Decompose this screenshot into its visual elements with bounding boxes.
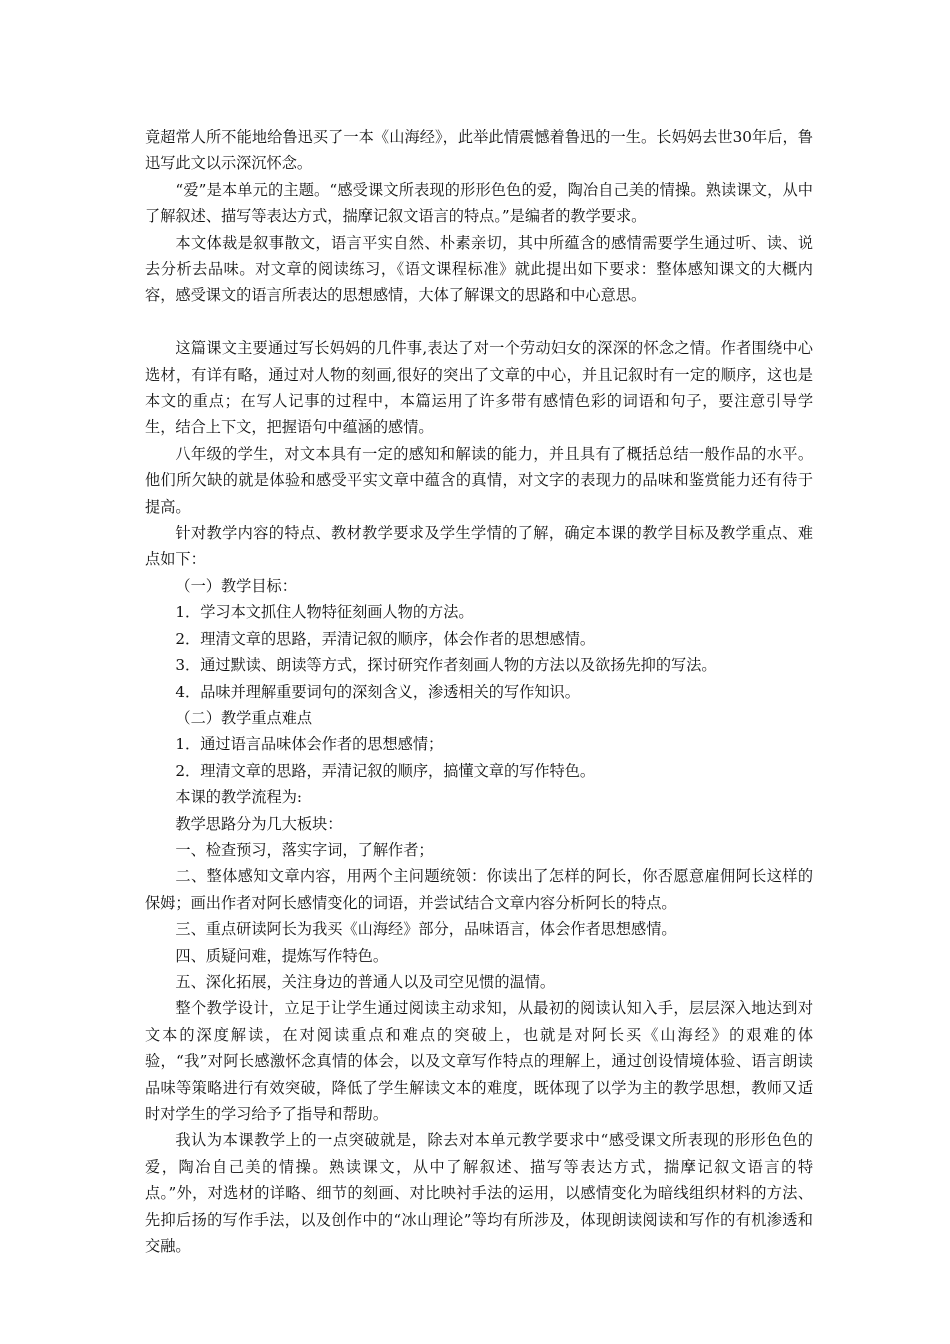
paragraph: 八年级的学生，对文本具有一定的感知和解读的能力，并且具有了概括总结一般作品的水平。他们所欠缺的就是体验和感受平实文章中蕴含的真情，对文字的表现力的品味和鉴赏能力还有待于提高。 — [145, 444, 813, 516]
list-item: 4．品味并理解重要词句的深刻含义，渗透相关的写作知识。 — [175, 682, 580, 701]
paragraph: 教学思路分为几大板块： — [175, 814, 343, 833]
list-item: 四、质疑问难，提炼写作特色。 — [175, 946, 389, 965]
list-item: 二、整体感知文章内容，用两个主问题统领：你读出了怎样的阿长，你否愿意雇佣阿长这样的保姆；画出作者对阿长感情变化的词语，并尝试结合文章内容分析阿长的特点。 — [145, 867, 813, 912]
list-item: 一、检查预习，落实字词，了解作者； — [175, 840, 434, 859]
section-heading: （一）教学目标： — [175, 576, 297, 595]
paragraph: 这篇课文主要通过写长妈妈的几件事,表达了对一个劳动妇女的深深的怀念之情。作者围绕中心选材，有详有略，通过对人物的刻画,很好的突出了文章的中心，并且记叙时有一定的顺序，这也是本文的重点；在写人记事的过程中，本篇运用了许多带有感情色彩的词语和句子，要注意引导学生，结合上下文，把握语句中蕴涵的感情。 — [145, 339, 813, 437]
list-item: 3．通过默读、朗读等方式，探讨研究作者刻画人物的方法以及欲扬先抑的写法。 — [175, 656, 717, 675]
list-item: 2．理清文章的思路，弄清记叙的顺序，体会作者的思想感情。 — [175, 629, 596, 648]
paragraph-gap — [145, 309, 813, 335]
paragraph: 本课的教学流程为: — [175, 788, 303, 807]
list-item: 五、深化拓展，关注身边的普通人以及司空见惯的温情。 — [175, 972, 556, 991]
document-body — [145, 124, 813, 1259]
paragraph: 本文体裁是叙事散文，语言平实自然、朴素亲切，其中所蕴含的感情需要学生通过听、读、说去分析去品味。对文章的阅读练习，《语文课程标准》就此提出如下要求：整体感知课文的大概内容，感受课文的语言所表达的思想感情，大体了解课文的思路和中心意思。 — [145, 233, 813, 305]
paragraph: 竟超常人所不能地给鲁迅买了一本《山海经》，此举此情震憾着鲁迅的一生。长妈妈去世30年后，鲁迅写此文以示深沉怀念。 — [145, 128, 813, 173]
paragraph: 针对教学内容的特点、教材教学要求及学生学情的了解，确定本课的教学目标及教学重点、难点如下： — [145, 524, 813, 569]
list-item: 2．理清文章的思路，弄清记叙的顺序，搞懂文章的写作特色。 — [175, 761, 596, 780]
paragraph: 整个教学设计，立足于让学生通过阅读主动求知，从最初的阅读认知入手，层层深入地达到对文本的深度解读，在对阅读重点和难点的突破上，也就是对阿长买《山海经》的艰难的体验，“我”对阿长感激怀念真情的体会，以及文章写作特点的理解上，通过创设情境体验、语言朗读品味等策略进行有效突破，降低了学生解读文本的难度，既体现了以学为主的教学思想，教师又适时对学生的学习给予了指导和帮助。 — [145, 999, 813, 1124]
list-item: 1．学习本文抓住人物特征刻画人物的方法。 — [175, 603, 474, 622]
paragraph: “爱”是本单元的主题。“感受课文所表现的形形色色的爱，陶冶自己美的情操。熟读课文，从中了解叙述、描写等表达方式，揣摩记叙文语言的特点。”是编者的教学要求。 — [145, 180, 813, 226]
list-item: 1．通过语言品味体会作者的思想感情； — [175, 735, 444, 754]
paragraph: 我认为本课教学上的一点突破就是，除去对本单元教学要求中“感受课文所表现的形形色色的爱，陶冶自己美的情操。熟读课文，从中了解叙述、描写等表达方式，揣摩记叙文语言的特点。”外，对选材的详略、细节的刻画、对比映衬手法的运用，以感情变化为暗线组织材料的方法、先抑后扬的写作手法，以及创作中的“冰山理论”等均有所涉及，体现朗读阅读和写作的有机渗透和交融。 — [145, 1131, 813, 1256]
section-heading: （二）教学重点难点 — [175, 708, 313, 727]
list-item: 三、重点研读阿长为我买《山海经》部分，品味语言，体会作者思想感情。 — [175, 920, 677, 939]
